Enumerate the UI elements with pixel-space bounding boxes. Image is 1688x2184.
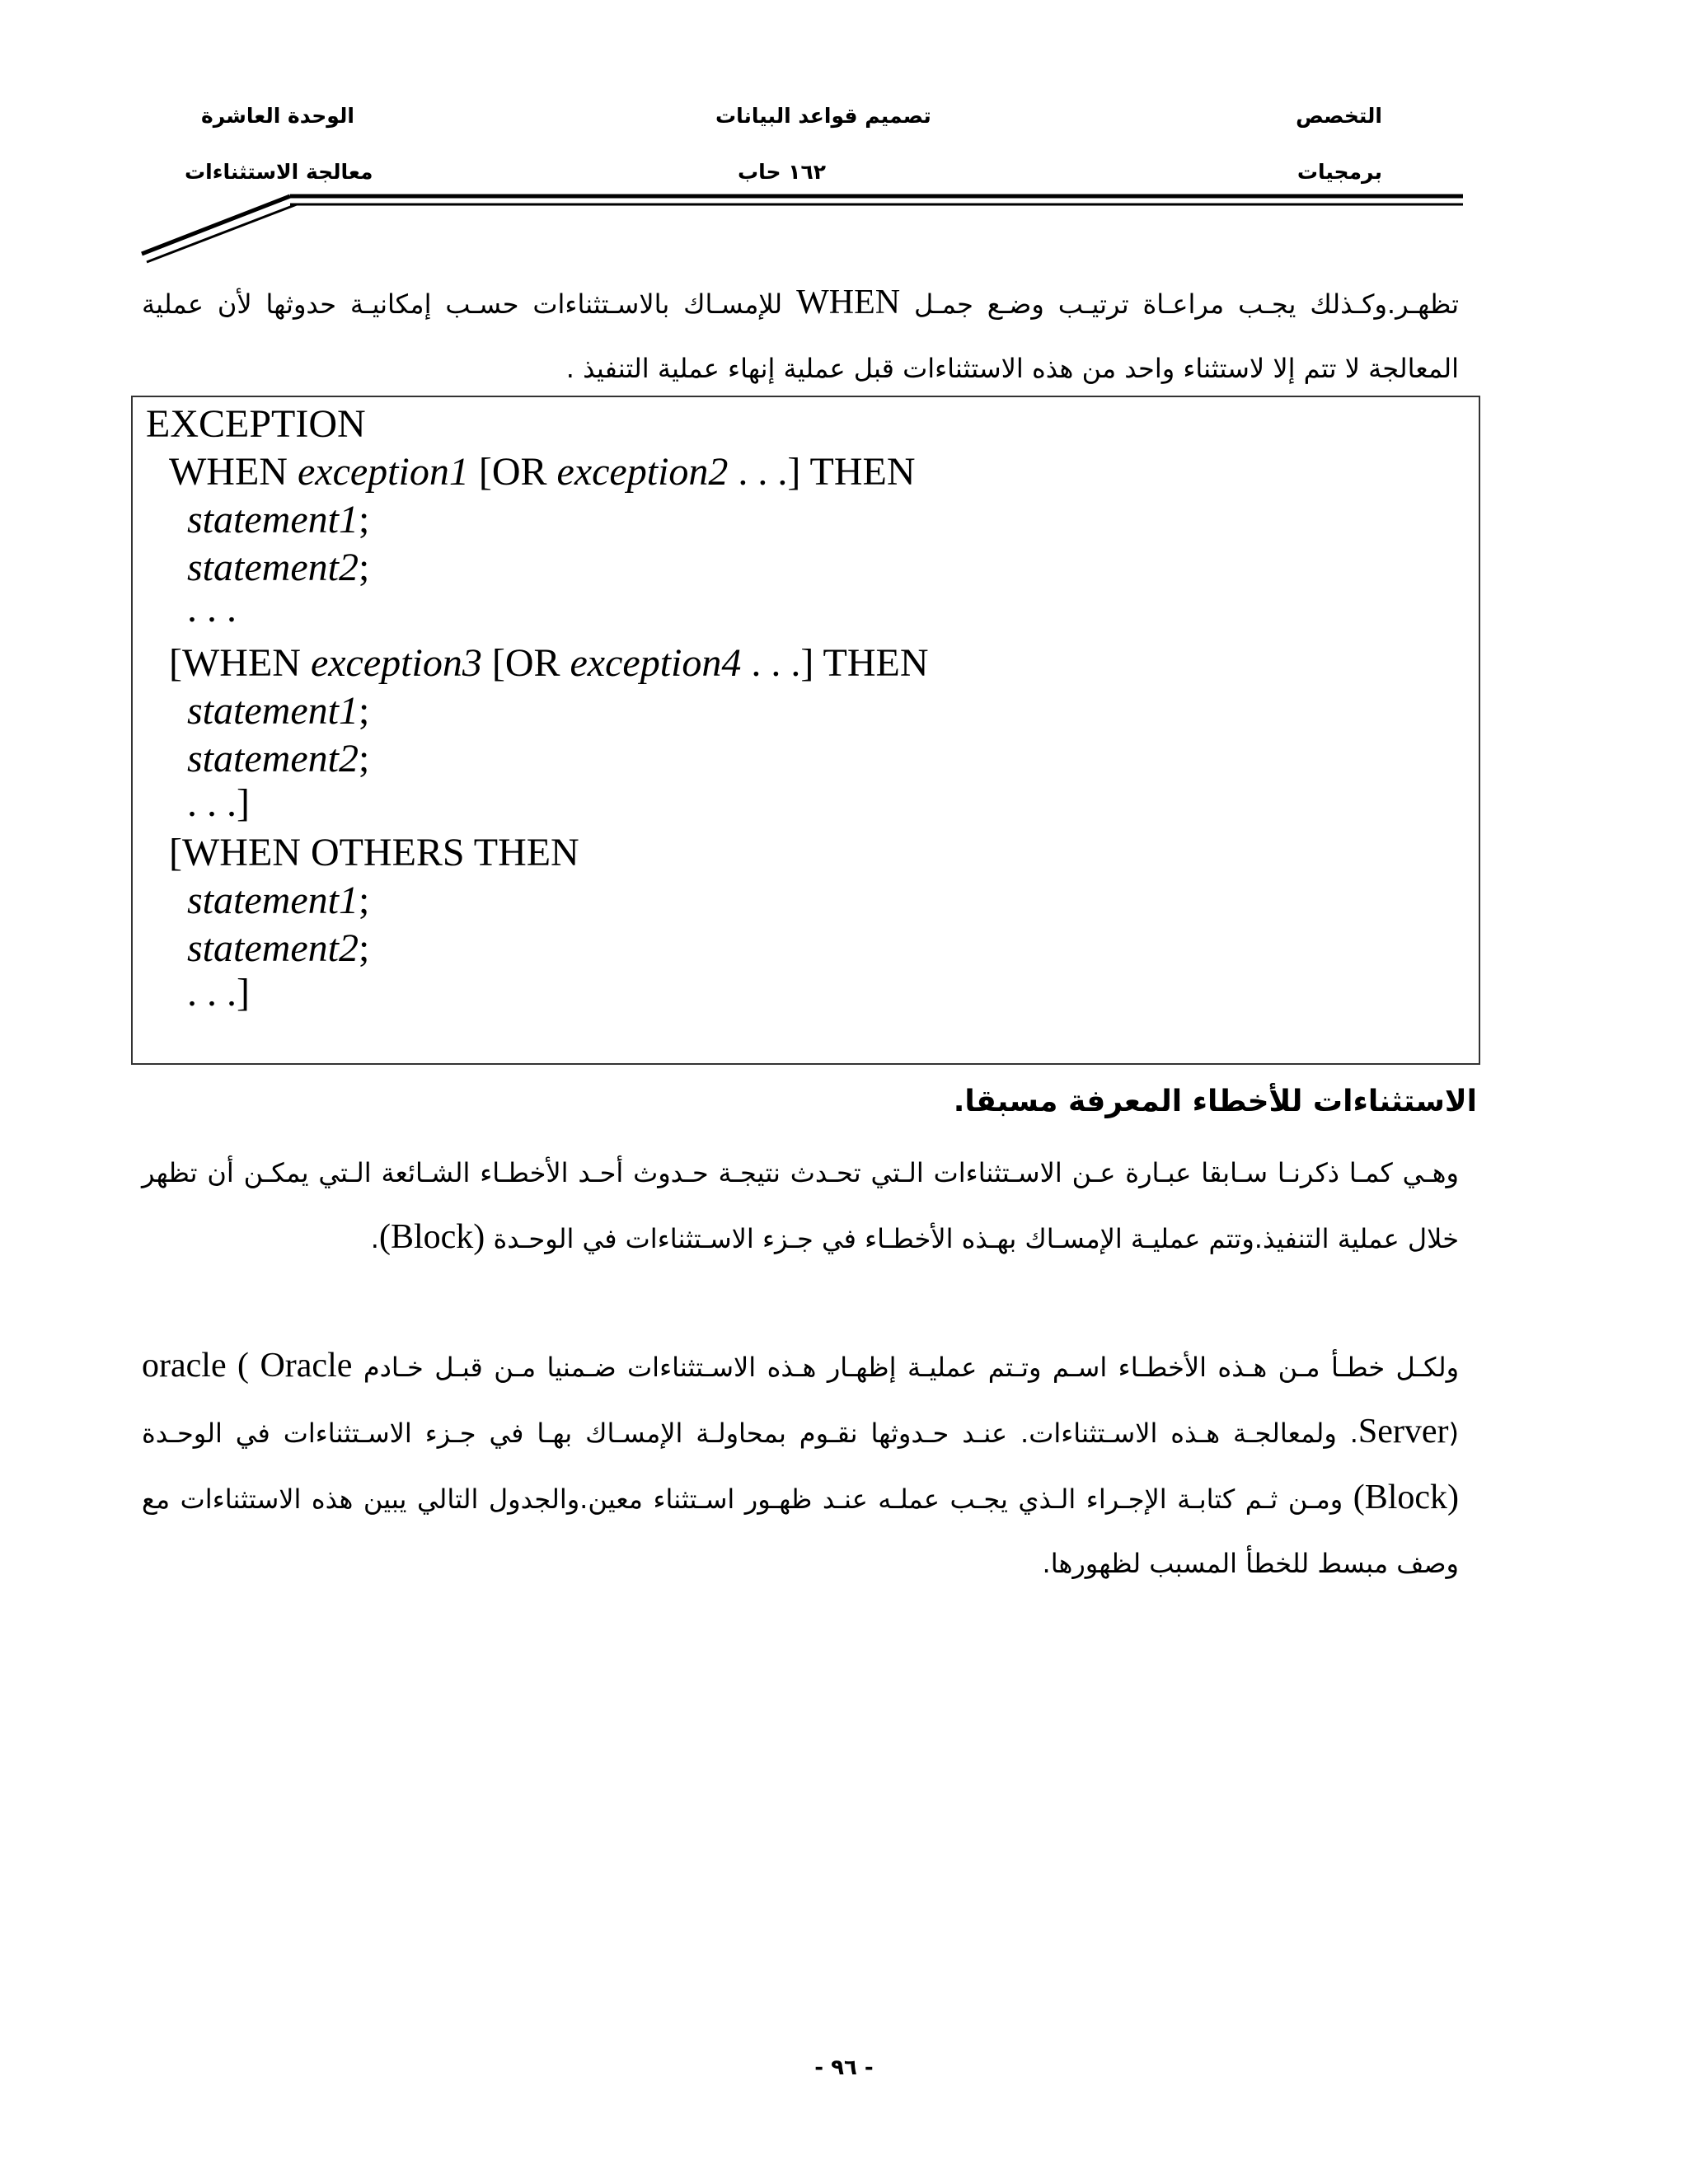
- header-course-title: تصميم قواعد البيانات: [715, 104, 931, 128]
- code-line-statement1-b: statement1;: [187, 689, 370, 733]
- code-line-ellipsis: . . .: [187, 587, 237, 630]
- code-syntax-box: [131, 396, 1480, 1065]
- para2-end: ومـن ثـم كتابـة الإجـراء الـذي يجـب عملـه عنـد ظهـور اسـتثناء معين.والجدول التالي يبين هذه الاستثناءات مع وصف مبسط للخطأ المسبب لظهورها.: [142, 1483, 1459, 1579]
- code-line-statement2-c: statement2;: [187, 926, 370, 970]
- intro-line1-end: للإمسـاك بالاسـتثناءات حسـب إمكانيـة: [349, 288, 783, 320]
- header-unit-title: معالجة الاستثناءات: [185, 160, 373, 184]
- header-specialty-label: التخصص: [1296, 104, 1382, 128]
- para2-oracle-term: oracle: [142, 1347, 227, 1385]
- code-line-statement1-c: statement1;: [187, 879, 370, 922]
- intro-when-keyword: WHEN: [796, 284, 901, 321]
- code-line-ellipsis-close: . . .]: [187, 781, 250, 825]
- para1-block-term: (Block): [378, 1218, 485, 1256]
- intro-line2: حدوثها لأن عملية المعالجة لا تتم إلا لاستثناء واحد من هذه الاستثناءات قبل عملية إنهاء عملية التنفيذ .: [142, 288, 1459, 384]
- code-line-when: WHEN exception1 [OR exception2 . . .] THEN: [169, 450, 916, 494]
- intro-line1-start: تظهـر.وكـذلك يجـب مراعـاة ترتيـب وضـع جمـل: [913, 288, 1460, 320]
- code-line-exception: EXCEPTION: [146, 402, 366, 446]
- para2-middle: ). ولمعالجـة هـذه الاسـتثناءات. عنـد حـدوثها نقـوم بمحاولـة الإمسـاك بهـا في جـزء الاسـتثناءات في الوحـدة: [142, 1418, 1459, 1449]
- code-line-ellipsis-close-c: . . .]: [187, 971, 250, 1015]
- page-number: - ٩٦ -: [814, 2055, 874, 2080]
- code-line-statement2-b: statement2;: [187, 737, 370, 780]
- intro-paragraph: [142, 270, 1459, 401]
- para2-oracle-server-term: Oracle Server: [260, 1347, 1449, 1451]
- code-line-statement2: statement2;: [187, 546, 370, 589]
- code-line-statement1: statement1;: [187, 498, 370, 541]
- header-specialty-value: برمجيات: [1296, 160, 1382, 184]
- para1-text: وهـي كمـا ذكرنـا سـابقا عبـارة عـن الاسـتثناءات الـتي تحـدث نتيجـة حـدوث أحـد الأخطـاء الشـائعة الـتي يمكـن أن تظهر خلال عملية التنفيذ.وتتم عمليـة الإمسـاك بهـذه الأخطـاء في جـزء الاسـتثناءات في الوحـدة: [142, 1157, 1459, 1254]
- section-heading: الاستثناءات للأخطاء المعرفة مسبقا.: [953, 1085, 1477, 1118]
- para2-paren-open: (: [237, 1347, 250, 1385]
- code-line-when-optional: [WHEN exception3 [OR exception4 . . .] THEN: [169, 641, 929, 685]
- code-line-when-others: [WHEN OTHERS THEN: [169, 831, 579, 874]
- header-divider: [0, 0, 1688, 280]
- predefined-exceptions-paragraph: وهـي كمـا ذكرنـا سـابقا عبـارة عـن الاسـتثناءات الـتي تحـدث نتيجـة حـدوث أحـد الأخطـاء الشـائعة الـتي يمكـن أن تظهر خلال عملية التنفيذ.وتتم عمليـة الإمسـاك بهـذه الأخطـاء في جـزء الاسـتثناءات في الوحـدة (Block).: [142, 1157, 1459, 1256]
- oracle-server-paragraph: [142, 1333, 1459, 1596]
- header-course-code: ١٦٢ حاب: [738, 160, 827, 184]
- para2-block-term: (Block): [1353, 1479, 1460, 1516]
- para2-start: ولكـل خطـأ مـن هـذه الأخطـاء اسـم وتـتم عمليـة إظهـار هـذه الاسـتثناءات ضـمنيا مـن قبـل خـادم: [363, 1352, 1460, 1383]
- header-unit-label: الوحدة العاشرة: [201, 104, 354, 128]
